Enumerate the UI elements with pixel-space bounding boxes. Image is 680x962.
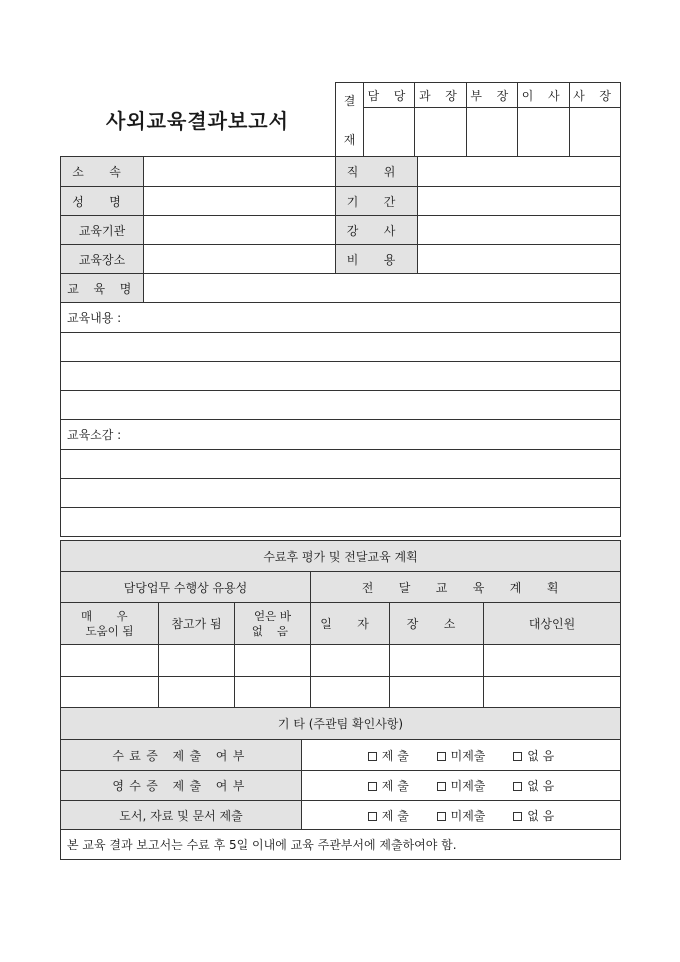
label-name: 성 명 [61, 187, 144, 216]
checkbox-icon[interactable] [368, 782, 377, 791]
plan-cell[interactable] [484, 677, 621, 708]
checkbox-icon[interactable] [437, 812, 446, 821]
approval-sign-director[interactable] [518, 108, 569, 157]
approval-sign-dept-head[interactable] [466, 108, 517, 157]
label-instructor: 강 사 [336, 216, 418, 245]
field-course-name[interactable] [144, 274, 621, 303]
checkbox-icon[interactable] [368, 812, 377, 821]
col-date: 일 자 [311, 603, 390, 645]
col-very-helpful: 매 우 도움이 됨 [61, 603, 159, 645]
label-institution: 교육기관 [61, 216, 144, 245]
plan-cell[interactable] [390, 645, 484, 677]
document-title: 사외교육결과보고서 [106, 108, 289, 133]
approval-label: 결 재 [336, 83, 364, 157]
option-none[interactable]: 없 음 [513, 777, 554, 794]
content-line[interactable] [61, 362, 621, 391]
plan-cell[interactable] [61, 677, 159, 708]
content-line[interactable] [61, 333, 621, 362]
impression-line[interactable] [61, 450, 621, 479]
label-impression: 교육소감 : [61, 420, 621, 450]
label-course-name: 교 육 명 [61, 274, 144, 303]
approval-role-staff: 담 당 [364, 83, 415, 108]
option-submitted[interactable]: 제 출 [368, 747, 409, 764]
transfer-plan-header: 전 달 교 육 계 획 [311, 572, 621, 603]
etc-table [60, 707, 621, 860]
field-period[interactable] [418, 187, 621, 216]
checkbox-icon[interactable] [513, 782, 522, 791]
label-receipt-submitted: 영수증 제출 여부 [61, 771, 302, 801]
approval-role-president: 사 장 [569, 83, 620, 108]
option-not-submitted[interactable]: 미제출 [437, 747, 486, 764]
col-no-gain: 얻은 바 없 음 [235, 603, 311, 645]
approval-role-director: 이 사 [518, 83, 569, 108]
approval-role-section-chief: 과 장 [415, 83, 466, 108]
label-cost: 비 용 [336, 245, 418, 274]
field-cost[interactable] [418, 245, 621, 274]
label-affiliation: 소 속 [61, 157, 144, 187]
plan-cell[interactable] [159, 645, 235, 677]
checkbox-icon[interactable] [437, 782, 446, 791]
approval-sign-staff[interactable] [364, 108, 415, 157]
field-affiliation[interactable] [144, 157, 336, 187]
option-submitted[interactable]: 제 출 [368, 807, 409, 824]
content-line[interactable] [61, 391, 621, 420]
documents-options [302, 801, 621, 830]
plan-cell[interactable] [311, 677, 390, 708]
label-period: 기 간 [336, 187, 418, 216]
impression-line[interactable] [61, 508, 621, 537]
label-documents-submitted: 도서, 자료 및 문서 제출 [61, 801, 302, 830]
plan-cell[interactable] [484, 645, 621, 677]
info-table [60, 156, 621, 537]
field-venue[interactable] [144, 245, 336, 274]
plan-cell[interactable] [311, 645, 390, 677]
approval-sign-president[interactable] [569, 108, 620, 157]
label-position: 직 위 [336, 157, 418, 187]
col-target-count: 대상인원 [484, 603, 621, 645]
certificate-options [302, 740, 621, 771]
approval-table [335, 82, 621, 157]
plan-cell[interactable] [390, 677, 484, 708]
option-none[interactable]: 없 음 [513, 807, 554, 824]
receipt-options [302, 771, 621, 801]
option-submitted[interactable]: 제 출 [368, 777, 409, 794]
field-name[interactable] [144, 187, 336, 216]
field-instructor[interactable] [418, 216, 621, 245]
checkbox-icon[interactable] [368, 752, 377, 761]
label-content: 교육내용 : [61, 303, 621, 333]
checkbox-icon[interactable] [437, 752, 446, 761]
checkbox-icon[interactable] [513, 752, 522, 761]
label-certificate-submitted: 수료증 제출 여부 [61, 740, 302, 771]
label-venue: 교육장소 [61, 245, 144, 274]
plan-cell[interactable] [61, 645, 159, 677]
col-place: 장 소 [390, 603, 484, 645]
option-not-submitted[interactable]: 미제출 [437, 777, 486, 794]
usefulness-header: 담당업무 수행상 유용성 [61, 572, 311, 603]
plan-header: 수료후 평가 및 전달교육 계획 [61, 541, 621, 572]
option-not-submitted[interactable]: 미제출 [437, 807, 486, 824]
plan-cell[interactable] [235, 645, 311, 677]
impression-line[interactable] [61, 479, 621, 508]
footer-note: 본 교육 결과 보고서는 수료 후 5일 이내에 교육 주관부서에 제출하여야 함. [61, 830, 621, 860]
field-position[interactable] [418, 157, 621, 187]
option-none[interactable]: 없 음 [513, 747, 554, 764]
checkbox-icon[interactable] [513, 812, 522, 821]
approval-role-dept-head: 부 장 [466, 83, 517, 108]
plan-table [60, 540, 621, 708]
col-reference: 참고가 됨 [159, 603, 235, 645]
plan-cell[interactable] [235, 677, 311, 708]
plan-cell[interactable] [159, 677, 235, 708]
field-institution[interactable] [144, 216, 336, 245]
etc-header: 기 타 (주관팀 확인사항) [61, 708, 621, 740]
approval-sign-section-chief[interactable] [415, 108, 466, 157]
